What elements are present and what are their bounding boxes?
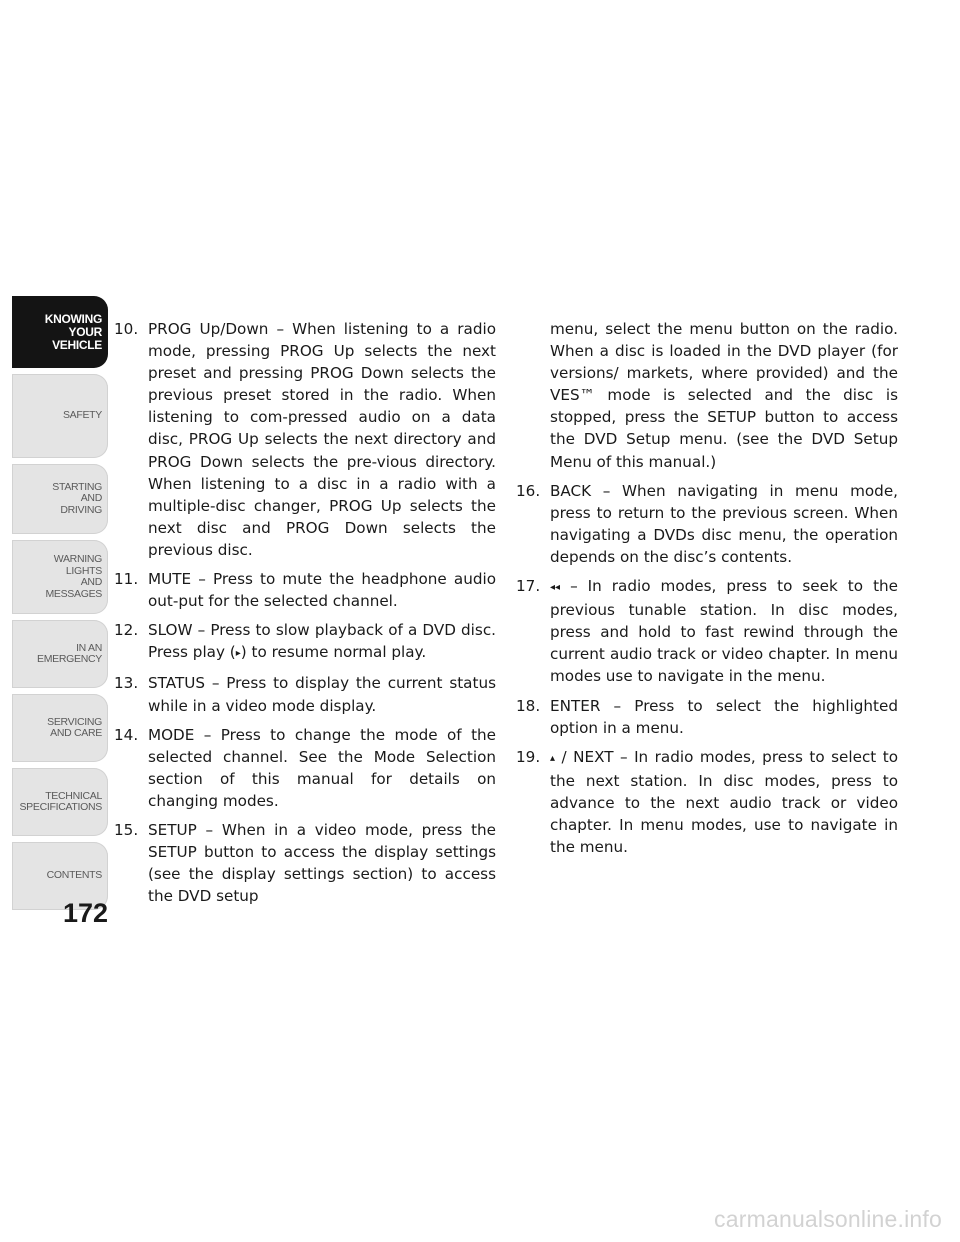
tab-technical-specifications[interactable]: TECHNICAL SPECIFICATIONS: [12, 768, 108, 836]
rewind-icon: ◂◂: [550, 582, 561, 594]
list-item-12: [114, 619, 496, 665]
list-item-10: [114, 318, 496, 561]
item-text: BACK – When navigating in menu mode, press to return to the previous screen. When navigating a DVDs disc menu, the operation depends on the disc’s contents.: [550, 481, 898, 566]
right-column: [516, 318, 898, 865]
watermark: carmanualsonline.info: [714, 1206, 942, 1232]
item-number: 16.: [516, 481, 541, 500]
item-number: 10.: [114, 320, 139, 338]
tab-safety[interactable]: SAFETY: [12, 374, 108, 458]
item-number: 15.: [114, 820, 139, 839]
list-item-16: [516, 480, 898, 568]
item-number: 17.: [516, 577, 541, 596]
item-text: PROG Up/Down – When listening to a radio mode, pressing PROG Up selects the next preset and pressing PROG Down selects the previous preset stored in the radio. When listening to com-pressed audio on a data disc, PROG Up selects the next directory and PROG Down selects the pre-vious directory. When listening to a disc in a radio with a multiple-disc changer, PROG Up selects the next disc and PROG Down selects the previous disc.: [148, 320, 496, 559]
tab-knowing-your-vehicle[interactable]: KNOWING YOUR VEHICLE: [12, 296, 108, 368]
list-item-17: [516, 575, 898, 687]
item-text: SETUP – When in a video mode, press the SETUP button to access the display settings (see the display settings section) to access the DVD setup: [148, 820, 496, 906]
item-number: 19.: [516, 747, 541, 766]
tab-starting-and-driving[interactable]: STARTING AND DRIVING: [12, 464, 108, 534]
item-text: ENTER – Press to select the highlighted option in a menu.: [550, 696, 898, 737]
list-item-15-continued: menu, select the menu button on the radio. When a disc is loaded in the DVD player (for versions/ markets, where provided) and the VES™ mode is selected and the disc is stopped, press the SETUP button to access the DVD Setup menu. (see the DVD Setup Menu of this manual.): [550, 320, 898, 471]
up-arrow-icon: ▴: [550, 752, 556, 764]
item-number: 13.: [114, 674, 139, 693]
item-number: 12.: [114, 621, 139, 640]
item-number: 11.: [114, 570, 139, 589]
list-item-19: [516, 746, 898, 858]
item-text: STATUS – Press to display the current status while in a video mode display.: [148, 674, 496, 715]
item-text: MODE – Press to change the mode of the selected channel. See the Mode Selection section of this manual for details on changing modes.: [148, 725, 496, 810]
tab-servicing-and-care[interactable]: SERVICING AND CARE: [12, 694, 108, 762]
tab-in-an-emergency[interactable]: IN AN EMERGENCY: [12, 620, 108, 688]
list-item-13: [114, 672, 496, 716]
item-text: / NEXT – In radio modes, press to select to the next station. In disc modes, press to advance to the next audio track or video chapter. In menu modes, use to navigate in the menu.: [550, 747, 898, 857]
list-item-18: [516, 695, 898, 739]
play-icon: ▸: [235, 648, 241, 660]
left-column: [114, 318, 496, 914]
item-text: SLOW – Press to slow playback of a DVD disc. Press play (: [148, 621, 496, 662]
list-item-14: [114, 724, 496, 812]
tab-contents[interactable]: CONTENTS: [12, 842, 108, 910]
list-item-15: [114, 819, 496, 907]
item-text: – In radio modes, press to seek to the previous tunable station. In disc modes, press and hold to fast rewind through the current audio track or video chapter. In menu modes use to navigate in the menu.: [550, 577, 898, 686]
page-number: 172: [62, 898, 108, 928]
item-number: 18.: [516, 696, 541, 715]
tab-warning-lights-and-messages[interactable]: WARNING LIGHTS AND MESSAGES: [12, 540, 108, 614]
item-text: MUTE – Press to mute the headphone audio out-put for the selected channel.: [148, 570, 496, 611]
list-item-11: [114, 568, 496, 612]
item-number: 14.: [114, 725, 139, 744]
item-text: ) to resume normal play.: [240, 643, 427, 662]
